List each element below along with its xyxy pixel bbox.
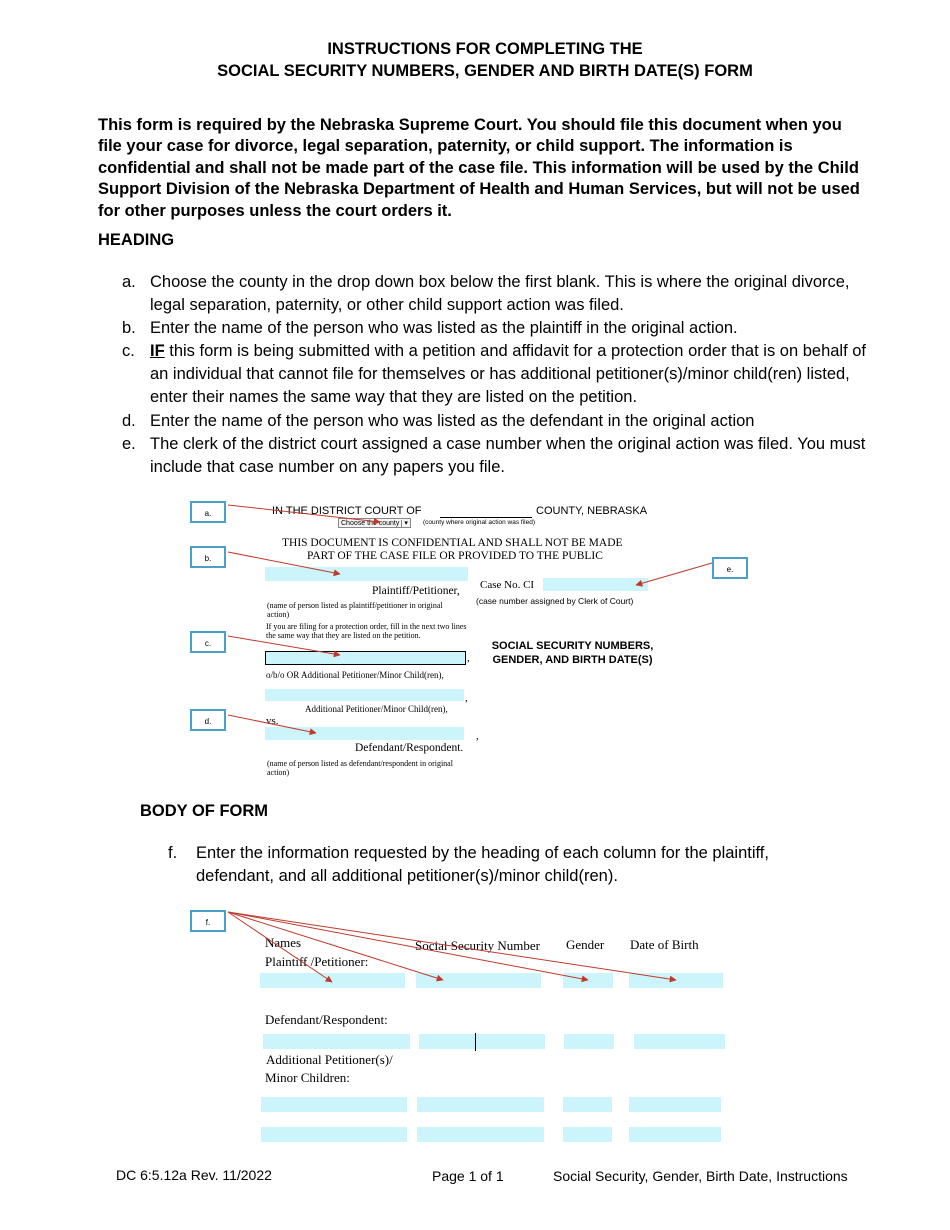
- page-title-line-1: INSTRUCTIONS FOR COMPLETING THE: [327, 40, 643, 58]
- form-title: SOCIAL SECURITY NUMBERS, GENDER, AND BIRTH DATE(S): [491, 640, 654, 666]
- column-gender: Gender: [566, 937, 605, 952]
- instruction-letter: f.: [168, 844, 178, 862]
- arrow-f-dob: [228, 912, 676, 980]
- plaintiff-label: Plaintiff/Petitioner,: [372, 585, 460, 597]
- instruction-letter: b.: [122, 319, 136, 337]
- defendant-note: (name of person listed as defendant/respondent in original action): [267, 759, 453, 777]
- arrow-f-names: [228, 912, 332, 982]
- confidential-line-1: THIS DOCUMENT IS CONFIDENTIAL AND SHALL NOT BE MADE: [282, 537, 623, 549]
- row-additional-label-2: Minor Children:: [265, 1070, 350, 1085]
- callout-d: d.: [190, 709, 226, 731]
- row-defendant-label: Defendant/Respondent:: [265, 1012, 388, 1027]
- case-number-note: (case number assigned by Clerk of Court): [476, 596, 634, 606]
- additional-petitioner-label: Additional Petitioner/Minor Child(ren),: [305, 704, 448, 714]
- comma-3: ,: [476, 730, 479, 742]
- instruction-letter: c.: [122, 342, 135, 360]
- instruction-letter: d.: [122, 412, 136, 430]
- instruction-text: Enter the information requested by the heading of each column for the plaintiff, defendant, and all additional petitioner(s)/minor child(ren).: [196, 844, 769, 886]
- row-plaintiff-label: Plaintiff /Petitioner:: [265, 954, 369, 969]
- instruction-text-rest: this form is being submitted with a petition and affidavit for a protection order that is on behalf of an individual that cannot file for themselves or has additional petitioner(s)/minor child(ren) listed, enter their names the same way that they are listed on the petition.: [150, 342, 867, 407]
- county-dropdown-value: Choose the county: [341, 520, 400, 527]
- body-section-label: BODY OF FORM: [140, 802, 269, 820]
- case-number-label: Case No. CI: [480, 579, 535, 591]
- comma-1: ,: [467, 652, 470, 664]
- callout-f: f.: [190, 910, 226, 932]
- row-additional-label-1: Additional Petitioner(s)/: [266, 1052, 393, 1067]
- arrow-f-ssn: [228, 912, 443, 980]
- heading-section-label: HEADING: [98, 231, 175, 249]
- column-dob: Date of Birth: [630, 937, 699, 952]
- instruction-text: Enter the name of the person who was listed as the plaintiff in the original action.: [150, 319, 738, 337]
- instruction-text: Enter the name of the person who was listed as the defendant in the original action: [150, 412, 755, 430]
- comma-2: ,: [465, 692, 468, 704]
- instruction-text: Choose the county in the drop down box below the first blank. This is where the original divorce, legal separation, paternity, or other child support action was filed.: [150, 273, 850, 315]
- county-suffix: COUNTY, NEBRASKA: [536, 505, 648, 517]
- footer-doc-title: Social Security, Gender, Birth Date, Instructions: [553, 1168, 848, 1184]
- court-line: IN THE DISTRICT COURT OF: [272, 505, 422, 517]
- county-note: (county where original action was filed): [423, 519, 535, 526]
- callout-b: b.: [190, 546, 226, 568]
- instruction-letter: a.: [122, 273, 136, 291]
- instruction-letter: e.: [122, 435, 136, 453]
- chevron-down-icon: ▾: [401, 520, 408, 527]
- callout-a: a.: [190, 501, 226, 523]
- defendant-label: Defendant/Respondent.: [355, 742, 464, 754]
- confidential-line-2: PART OF THE CASE FILE OR PROVIDED TO THE PUBLIC: [307, 550, 603, 562]
- arrow-f-gender: [228, 912, 588, 980]
- plaintiff-note: (name of person listed as plaintiff/petitioner in original action): [267, 601, 443, 619]
- vs-label: vs.: [266, 715, 279, 727]
- callout-c: c.: [190, 631, 226, 653]
- protection-order-note: If you are filing for a protection order, fill in the next two lines the same way that they are listed on the petition.: [266, 622, 467, 640]
- instruction-text: The clerk of the district court assigned a case number when the original action was filed. You must include that case number on any papers you file.: [150, 435, 866, 477]
- footer-page-number: Page 1 of 1: [432, 1168, 504, 1184]
- footer-form-id: DC 6:5.12a Rev. 11/2022: [116, 1167, 272, 1183]
- intro-paragraph: This form is required by the Nebraska Supreme Court. You should file this document when you file your case for divorce, legal separation, paternity, or child support. The information is confidential and shall not be made part of the case file. This information will be used by the Child Support Division of the Nebraska Department of Health and Human Services, but will not be used for other purposes unless the court orders it.: [98, 116, 860, 220]
- column-ssn: Social Security Number: [415, 938, 540, 953]
- callout-e: e.: [712, 557, 748, 579]
- column-names: Names: [265, 935, 302, 950]
- obo-label: o/b/o OR Additional Petitioner/Minor Child(ren),: [266, 670, 444, 680]
- if-emphasis: IF: [150, 342, 165, 360]
- page-title-line-2: SOCIAL SECURITY NUMBERS, GENDER AND BIRTH DATE(S) FORM: [217, 62, 753, 80]
